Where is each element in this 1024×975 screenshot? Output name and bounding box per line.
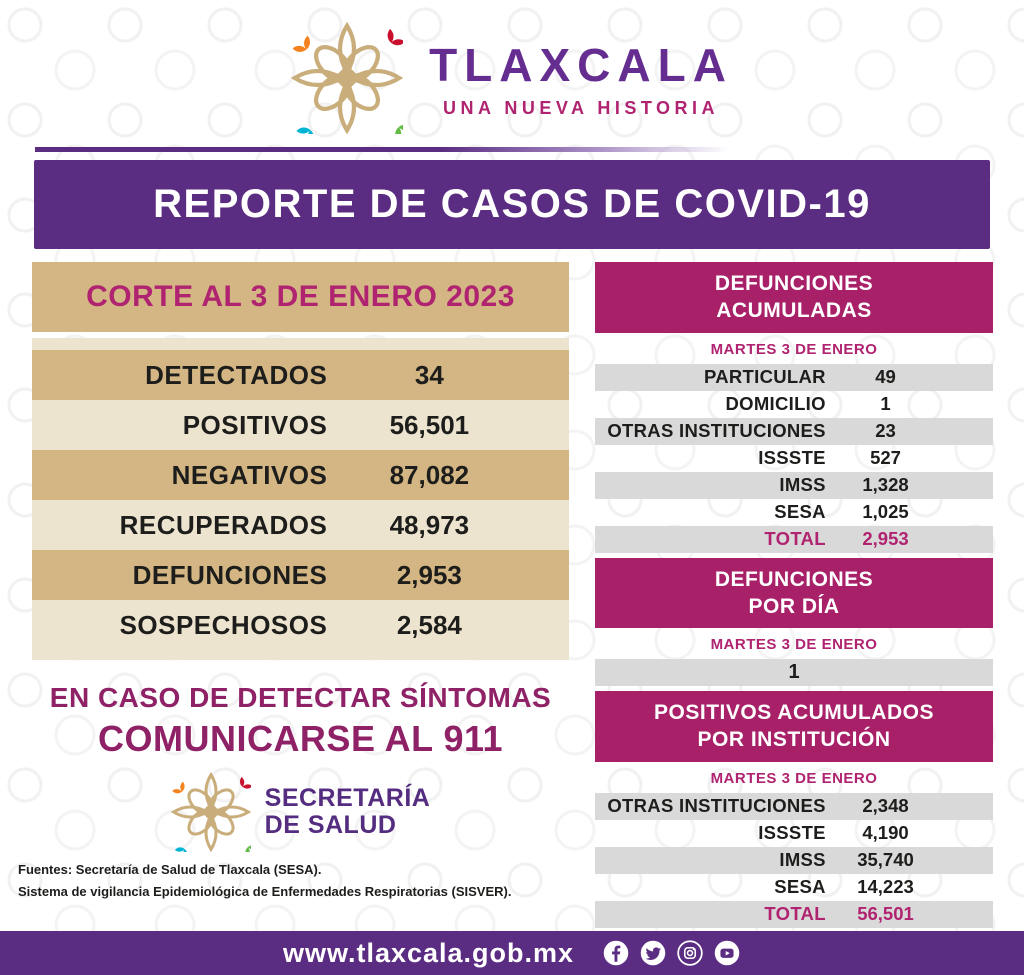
summary-column [18,262,569,906]
tlaxcala-flower-logo-icon [291,22,403,134]
row-label: ISSSTE [758,447,826,469]
row-label: TOTAL [764,903,826,925]
header [0,22,1024,134]
brand-tagline: UNA NUEVA HISTORIA [442,97,719,118]
row-label: OTRAS INSTITUCIONES [607,795,826,817]
panel-title: DEFUNCIONES POR DÍA [595,558,993,629]
row-value: 2,584 [396,609,462,640]
footer-url[interactable]: www.tlaxcala.gob.mx [282,937,575,968]
row-value: 48,973 [389,509,470,540]
row-label: NEGATIVOS [171,459,328,490]
row-label: IMSS [779,474,826,496]
panel-date: MARTES 3 DE ENERO [710,636,878,654]
row-value: 14,223 [857,876,914,898]
table-row [32,600,569,650]
source-line2: Sistema de vigilancia Epidemiológica de Enfermedades Respiratorias (SISVER). [18,884,512,899]
salud-flower-icon [171,772,251,852]
row-value: 34 [414,359,444,390]
row-label: DETECTADOS [145,359,328,390]
table-total-row [595,526,993,553]
positives-by-institution-panel [595,691,993,928]
panel-date: MARTES 3 DE ENERO [710,340,878,358]
row-label: POSITIVOS [182,409,328,440]
footer [0,931,1024,975]
row-value: 1,328 [862,474,909,496]
youtube-icon[interactable] [713,939,741,967]
summary-table-body [32,338,569,660]
summary-table-title: CORTE AL 3 DE ENERO 2023 [32,262,569,332]
table-row [595,499,993,526]
row-value: 56,501 [389,409,470,440]
table-row [32,350,569,400]
report-title-banner: REPORTE DE CASOS DE COVID-19 [34,160,990,249]
row-label: SOSPECHOSOS [119,609,328,640]
table-row [32,400,569,450]
row-value: 1 [880,393,891,415]
table-row [595,793,993,820]
row-value: 1,025 [862,501,909,523]
institution-column [595,262,993,933]
row-label: SESA [774,876,826,898]
salud-logo-line1: SECRETARÍA [264,783,431,812]
row-label: TOTAL [764,528,826,550]
row-value: 2,953 [396,559,462,590]
row-label: DEFUNCIONES [132,559,328,590]
alert-line1: EN CASO DE DETECTAR SÍNTOMAS [49,682,552,713]
panel-date: MARTES 3 DE ENERO [710,769,878,787]
table-row [595,847,993,874]
table-row [595,472,993,499]
symptom-alert [32,682,569,760]
summary-table [32,262,569,660]
table-row [595,391,993,418]
table-row [595,445,993,472]
table-total-row [595,901,993,928]
brand-name: TLAXCALA [429,38,733,91]
row-label: DOMICILIO [725,393,826,415]
secretaria-de-salud-logo [32,772,569,852]
table-row [32,450,569,500]
source-line1: Fuentes: Secretaría de Salud de Tlaxcala (SESA). [18,862,322,877]
row-value: 2,953 [862,528,909,550]
row-value: 87,082 [389,459,470,490]
facebook-icon[interactable] [602,939,630,967]
row-label: RECUPERADOS [119,509,328,540]
row-label: PARTICULAR [703,366,826,388]
twitter-icon[interactable] [639,939,667,967]
deaths-per-day-panel [595,558,993,687]
alert-line2: COMUNICARSE AL 911 [97,718,504,759]
row-value: 56,501 [857,903,914,925]
panel-title: POSITIVOS ACUMULADOS POR INSTITUCIÓN [595,691,993,762]
row-label: SESA [774,501,826,523]
table-row [595,418,993,445]
deaths-per-day-value: 1 [595,659,993,686]
row-value: 4,190 [862,822,909,844]
social-links [602,939,741,967]
table-row [32,500,569,550]
table-row [595,874,993,901]
header-divider [35,147,1000,152]
panel-title: DEFUNCIONES ACUMULADAS [595,262,993,333]
row-value: 2,348 [862,795,909,817]
sources-note [18,862,569,899]
row-label: ISSSTE [758,822,826,844]
row-label: IMSS [779,849,826,871]
row-label: OTRAS INSTITUCIONES [607,420,826,442]
table-row [32,550,569,600]
table-row [595,364,993,391]
salud-logo-line2: DE SALUD [264,811,397,839]
instagram-icon[interactable] [676,939,704,967]
table-row [595,820,993,847]
deaths-accumulated-panel [595,262,993,553]
row-value: 527 [870,447,901,469]
row-value: 49 [875,366,896,388]
row-value: 35,740 [857,849,914,871]
row-value: 23 [875,420,896,442]
